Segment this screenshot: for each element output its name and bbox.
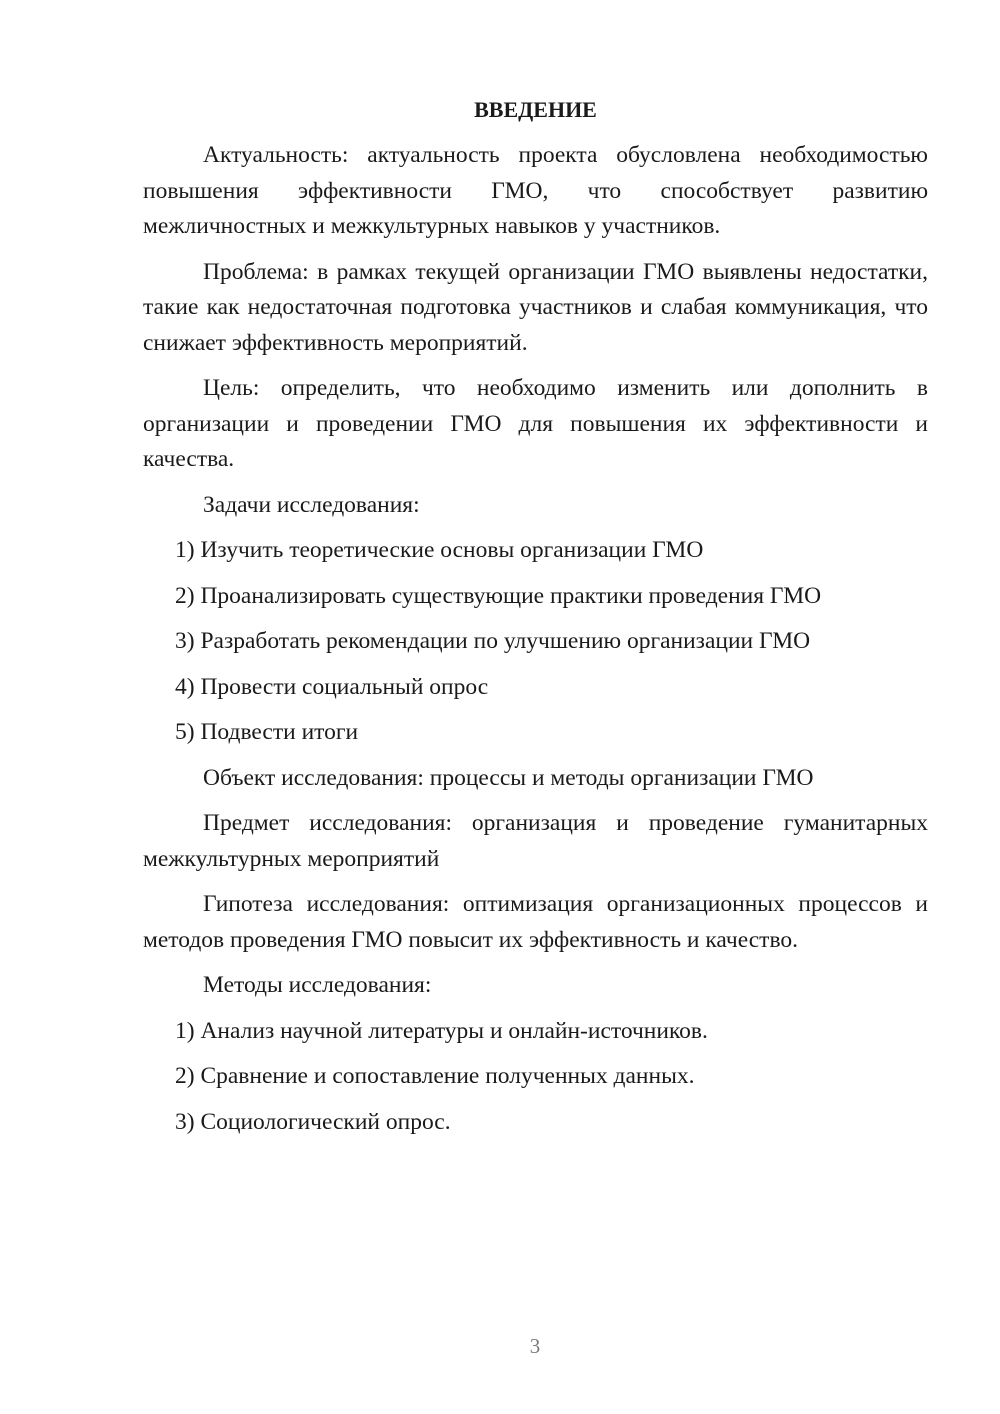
subject-paragraph: Предмет исследования: организация и проведение гуманитарных межкультурных мероприятий [143, 810, 928, 872]
task-item: 4) Провести социальный опрос [175, 673, 489, 700]
task-item: 2) Проанализировать существующие практики проведения ГМО [175, 582, 822, 609]
hypothesis-paragraph: Гипотеза исследования: оптимизация организационных процессов и методов проведения ГМО повысит их эффективность и качество. [143, 891, 928, 953]
task-item: 5) Подвести итоги [175, 719, 359, 745]
goal-paragraph: Цель: определить, что необходимо изменить или дополнить в организации и проведении ГМО для повышения их эффективности и качества. [143, 375, 928, 472]
method-item: 2) Сравнение и сопоставление полученных данных. [175, 1063, 695, 1089]
task-item: 3) Разработать рекомендации по улучшению организации ГМО [175, 628, 811, 654]
method-item: 1) Анализ научной литературы и онлайн-источников. [175, 1017, 708, 1044]
task-item: 1) Изучить теоретические основы организации ГМО [175, 537, 704, 563]
method-item: 3) Социологический опрос. [175, 1108, 451, 1135]
document-page [143, 92, 928, 1150]
methods-title: Методы исследования: [203, 972, 432, 998]
section-heading: ВВЕДЕНИЕ [474, 97, 597, 122]
relevance-paragraph: Актуальность: актуальность проекта обусловлена необходимостью повышения эффективности ГМО, что способствует развитию межличностных и межкультурных навыков у участников. [143, 142, 928, 239]
tasks-title: Задачи исследования: [203, 491, 420, 518]
object-paragraph: Объект исследования: процессы и методы организации ГМО [203, 764, 814, 791]
page-number: 3 [529, 1334, 541, 1358]
problem-paragraph: Проблема: в рамках текущей организации ГМО выявлены недостатки, такие как недостаточная подготовка участников и слабая коммуникация, что снижает эффективность мероприятий. [143, 258, 928, 356]
